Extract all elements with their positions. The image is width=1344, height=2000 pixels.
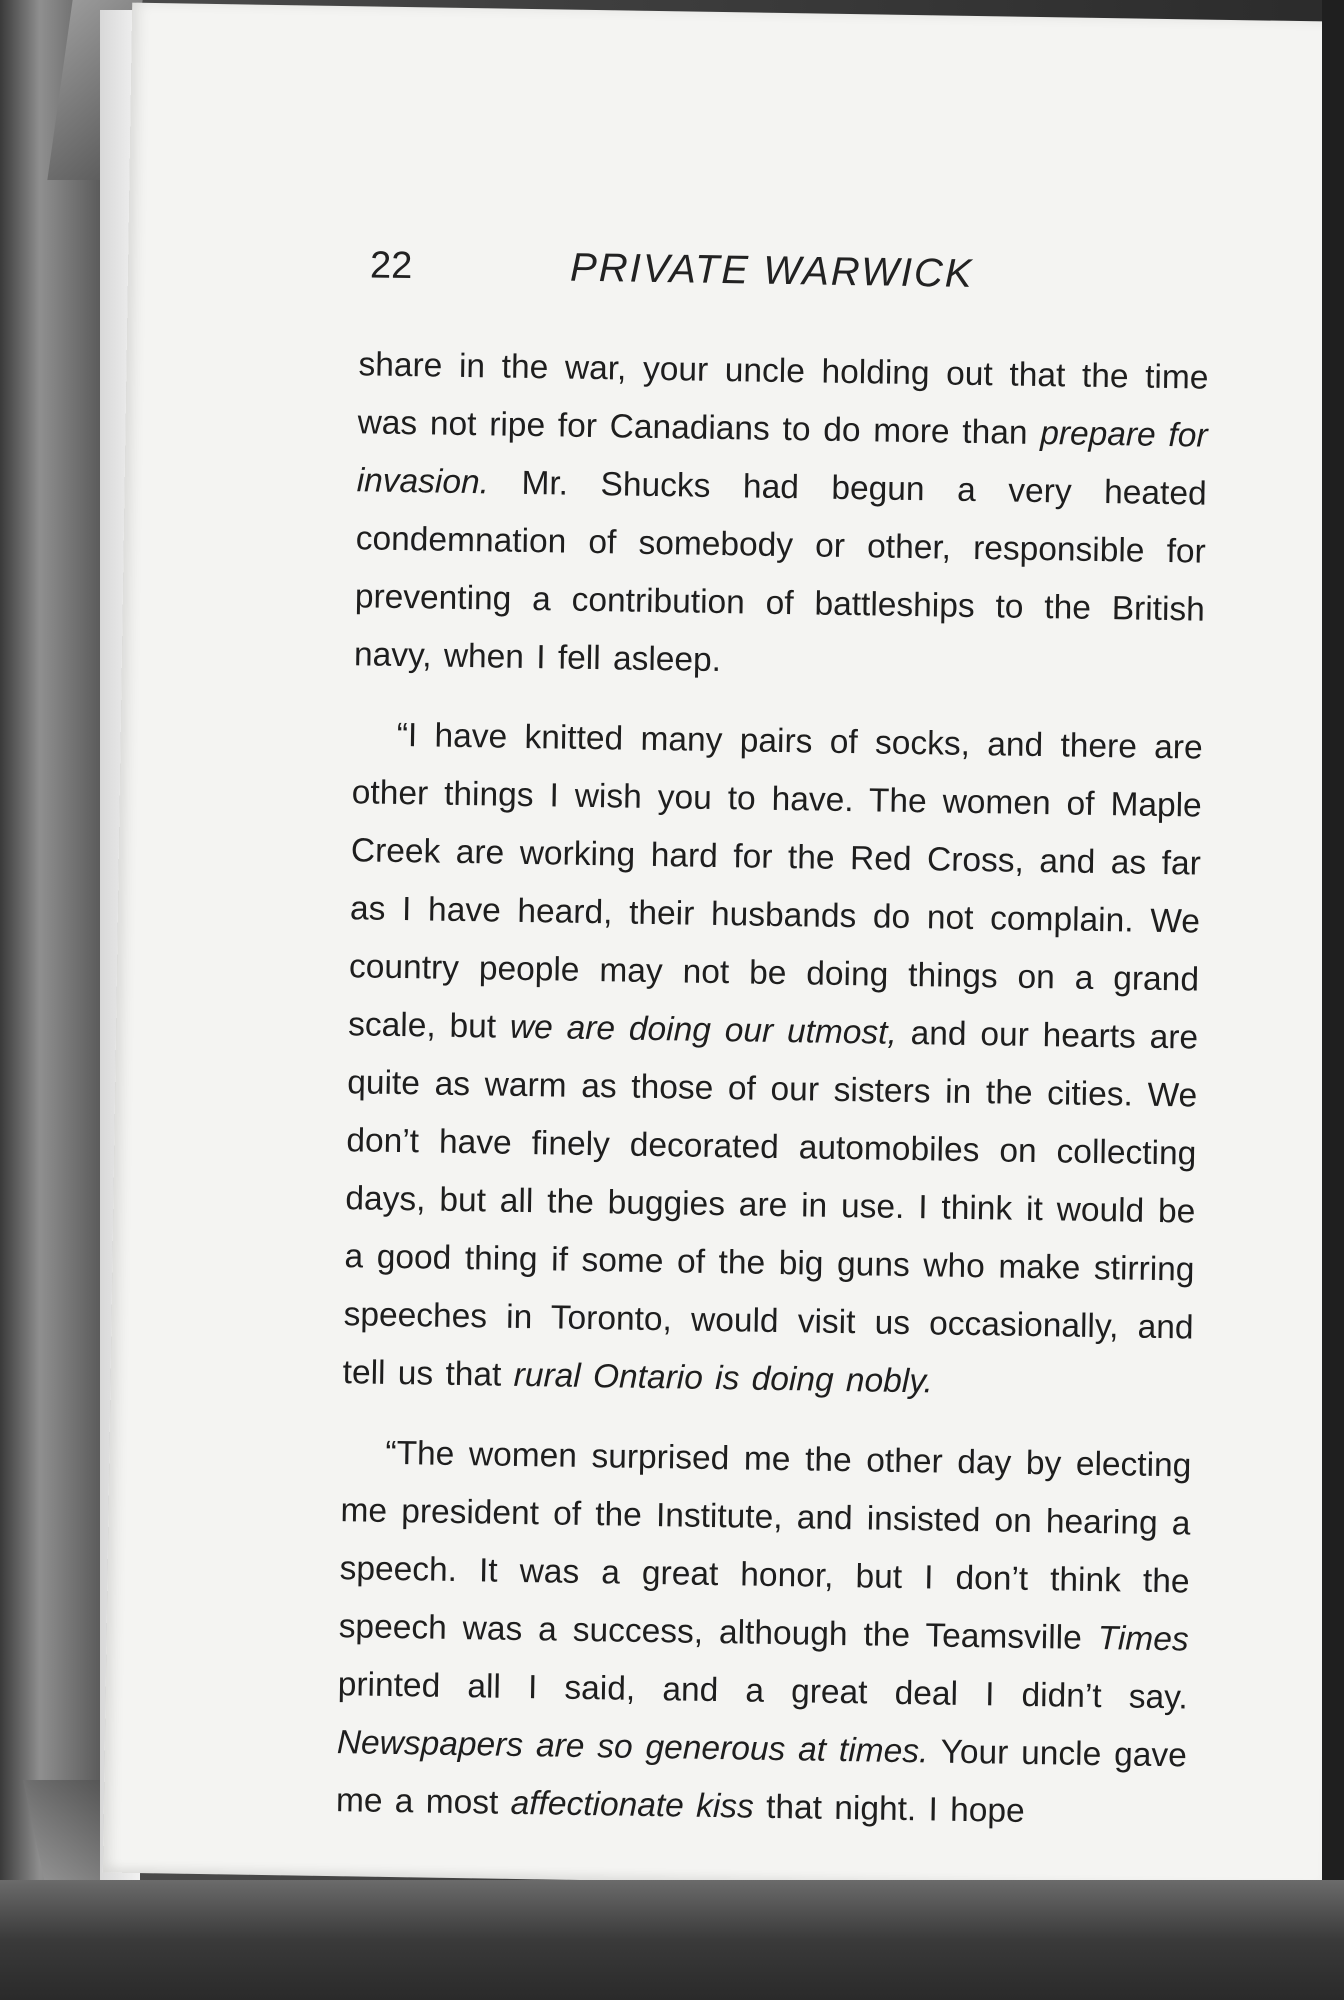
italic-text: Times [1097, 1620, 1189, 1659]
paragraph [354, 336, 1209, 697]
running-title: PRIVATE WARWICK [569, 245, 974, 296]
text-run: “I have knitted many pairs of socks, and there are other things I wish you to have. The women of Maple Creek are working hard for the Red Cross, and as far as I have heard, their husbands do not complain. We country people may not be doing things on a grand scale, but [347, 716, 1203, 1046]
text-run: “The women surprised me the other day by electing me president of the Institute, and insisted on hearing a speech. It was a great honor, but I don’t think the speech was a success, although the Teamsville [338, 1434, 1192, 1658]
italic-text: affectionate kiss [510, 1784, 755, 1826]
paragraph [336, 1424, 1192, 1843]
italic-text: we are doing our utmost, [509, 1008, 898, 1052]
cover-edge-right [1322, 0, 1344, 2000]
text-run: and our hearts are quite as warm as those of our sisters in the cities. We don’t have finely decorated automobiles on collecting days, but all the buggies are in use. I think it would be a good thing if some of the big guns who make stirring speeches in Toronto, would visit us occasionally, and tell us that [342, 1014, 1199, 1394]
page-number: 22 [369, 244, 413, 288]
italic-text: prepare for invasion. [356, 415, 1208, 502]
italic-text: Newspapers are so generous at times. [336, 1724, 929, 1771]
text-run: printed all I said, and a great deal I didn’t say. [337, 1666, 1189, 1717]
text-run: share in the war, your uncle holding out that the time was not ripe for Canadians to do more than [357, 346, 1209, 453]
paragraph [342, 706, 1203, 1415]
page-header [369, 236, 1110, 318]
cover-edge-bottom [0, 1880, 1344, 2000]
text-run: Mr. Shucks had begun a very heated condemnation of somebody or other, responsible for preventing a contribution of battleships to the British navy, when I fell asleep. [353, 464, 1207, 680]
body-text [335, 336, 1209, 1865]
text-run: Your uncle gave me a most [335, 1733, 1188, 1822]
book-page [103, 3, 1344, 1892]
text-run: that night. I hope [753, 1788, 1025, 1830]
italic-text: rural Ontario is doing nobly. [513, 1356, 934, 1401]
